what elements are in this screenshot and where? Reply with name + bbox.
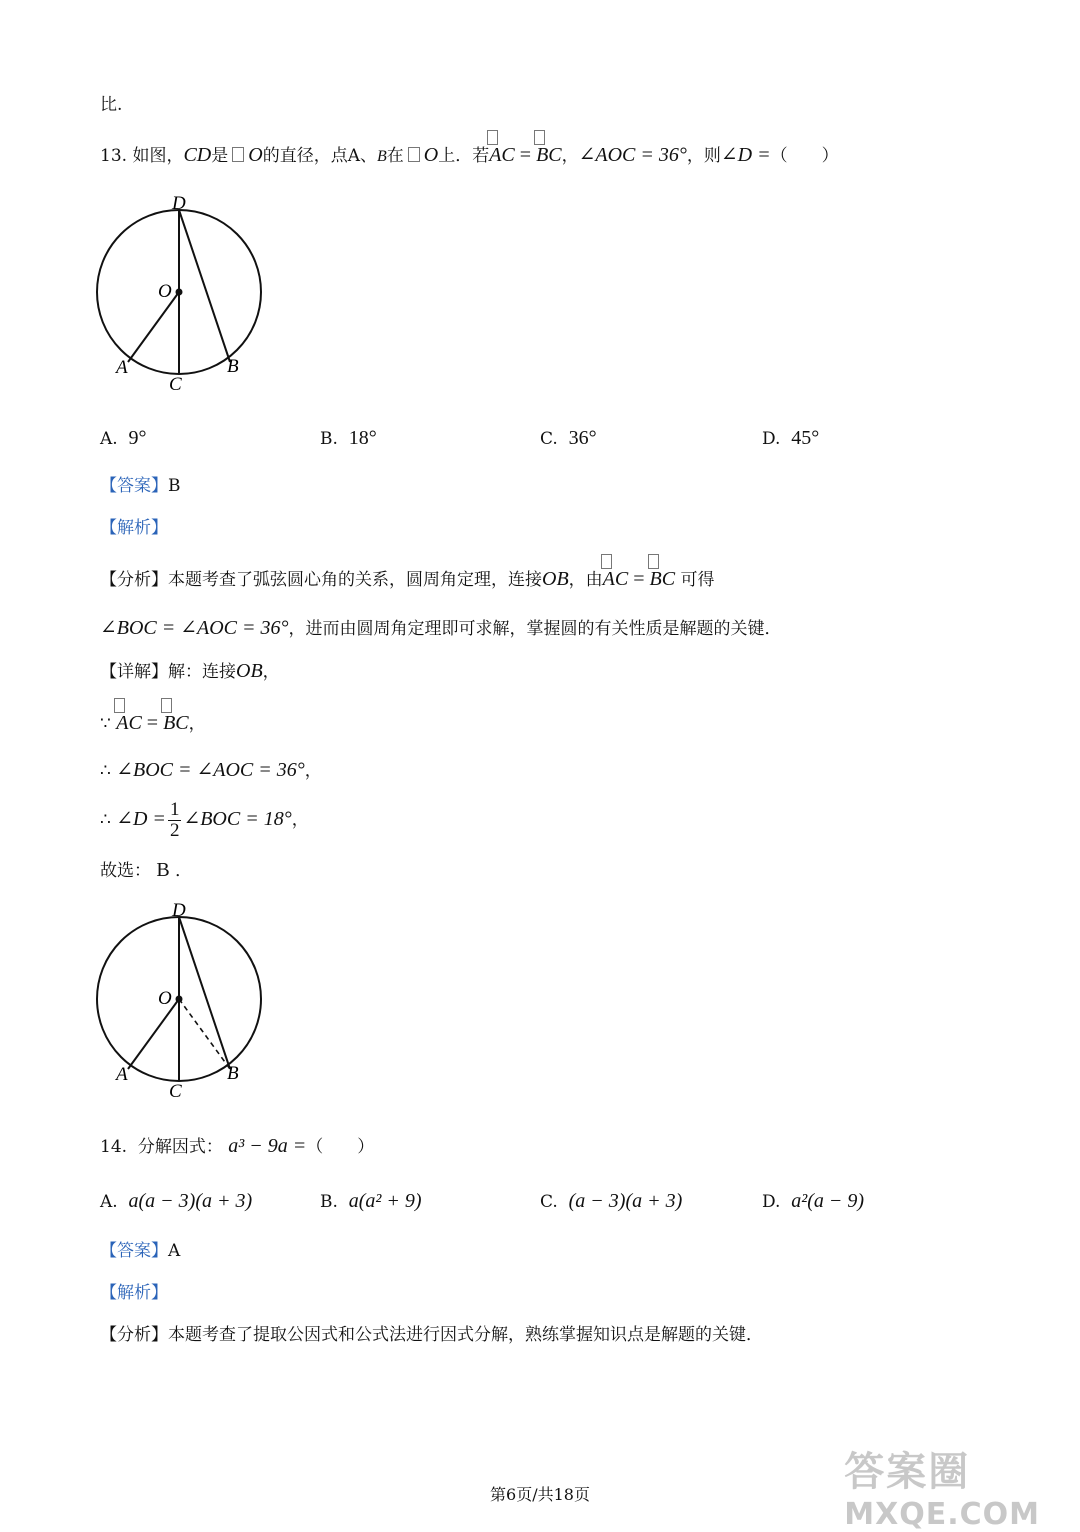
q14-option-b: B. a(a² + 9) [320,1190,422,1212]
q13-option-d: D. 45° [762,427,820,449]
segment-db [179,917,230,1069]
arc-ac: AC [489,142,515,169]
label-b: B [227,1063,239,1084]
q13-option-b: B. 18° [320,427,377,449]
segment-db [179,210,230,362]
q13-select: 故选： B ． [100,859,193,881]
q13-circle-o: O [423,144,439,166]
q13-stem-text: 上．若 [438,146,490,166]
answer-blank: （ ） [770,146,839,166]
q13-stem-text: 在 [386,146,404,166]
fraction-half: $\frac{1}{2}$ [169,799,180,841]
q14-analysis-heading: 【解析】 [100,1283,168,1303]
label-c: C [169,1081,182,1102]
q14-answer: 【答案】A [100,1241,181,1261]
label-o: O [158,988,172,1009]
q13-stem-text: 的直径，点A、 [262,146,377,166]
segment-oa [128,292,179,362]
center-dot [176,996,183,1003]
q13-analysis-heading: 【解析】 [100,518,168,538]
q13-number: 13. [100,146,128,166]
circle-symbol-box [408,147,420,162]
q13-figure [90,188,280,398]
label-c: C [169,374,182,395]
center-dot [176,289,183,296]
label-a: A [116,357,128,378]
angle-aoc: ∠AOC = 36° [578,144,687,166]
q14-option-c: C. (a − 3)(a + 3) [540,1190,683,1212]
q13-step3: ∴ ∠D = $\frac{1}{2}$ ∠BOC = 18°， [100,799,309,841]
q13-fenxi-line2: ∠BOC = ∠AOC = 36°，进而由圆周角定理即可求解，掌握圆的有关性质是解题的关键． [100,617,782,639]
q13-step2: ∴ ∠BOC = ∠AOC = 36°， [100,759,322,781]
page-footer: 第6页/共18页 [490,1485,590,1504]
segment-oa [128,999,179,1069]
angle-d: ∠D = [720,144,771,166]
q13-fenxi: 【分析】本题考查了弧弦圆心角的关系，圆周角定理，连接OB，由 AC = BC 可得 [100,566,714,593]
watermark-logo: 答案圈 MXQE.COM [844,1449,1040,1532]
circle-symbol-box [232,147,244,162]
q13-stem-text: ，则 [686,146,721,166]
label-d: D [172,193,186,214]
label-o: O [158,281,172,302]
label-a: A [116,1064,128,1085]
equals: = [519,144,532,166]
q13-circle-o: O [248,144,263,166]
q13-stem-text: 如图， [132,146,184,166]
q14-stem: 14. 分解因式： a³ − 9a =（ ） [100,1135,375,1157]
q14-option-d: D. a²(a − 9) [762,1190,865,1212]
label-d: D [172,900,186,921]
q13-answer: 【答案】B [100,476,181,496]
q13-stem-text: 是 [211,146,229,166]
prev-question-fragment: 比. [100,95,123,115]
q13-stem: 13. 如图，CD是 O的直径，点A、B在 O上．若 AC = BC，∠AOC = 36°，则∠D =（ ） [100,142,839,170]
label-b: B [227,356,239,377]
dashed-segment-ob [179,999,230,1069]
arc-bc: BC [536,142,562,169]
q14-option-a: A. a(a − 3)(a + 3) [100,1190,253,1212]
q14-fenxi: 【分析】本题考查了提取公因式和公式法进行因式分解，熟练掌握知识点是解题的关键． [100,1325,763,1345]
q13-solution-figure [90,895,280,1105]
q13-detail: 【详解】解：连接OB， [100,660,280,682]
q13-step1: ∵ AC = BC， [100,710,206,737]
q13-cd: CD [183,144,212,166]
q13-option-a: A. 9° [100,427,147,449]
q13-option-c: C. 36° [540,427,597,449]
q13-point-b: B [376,148,387,165]
